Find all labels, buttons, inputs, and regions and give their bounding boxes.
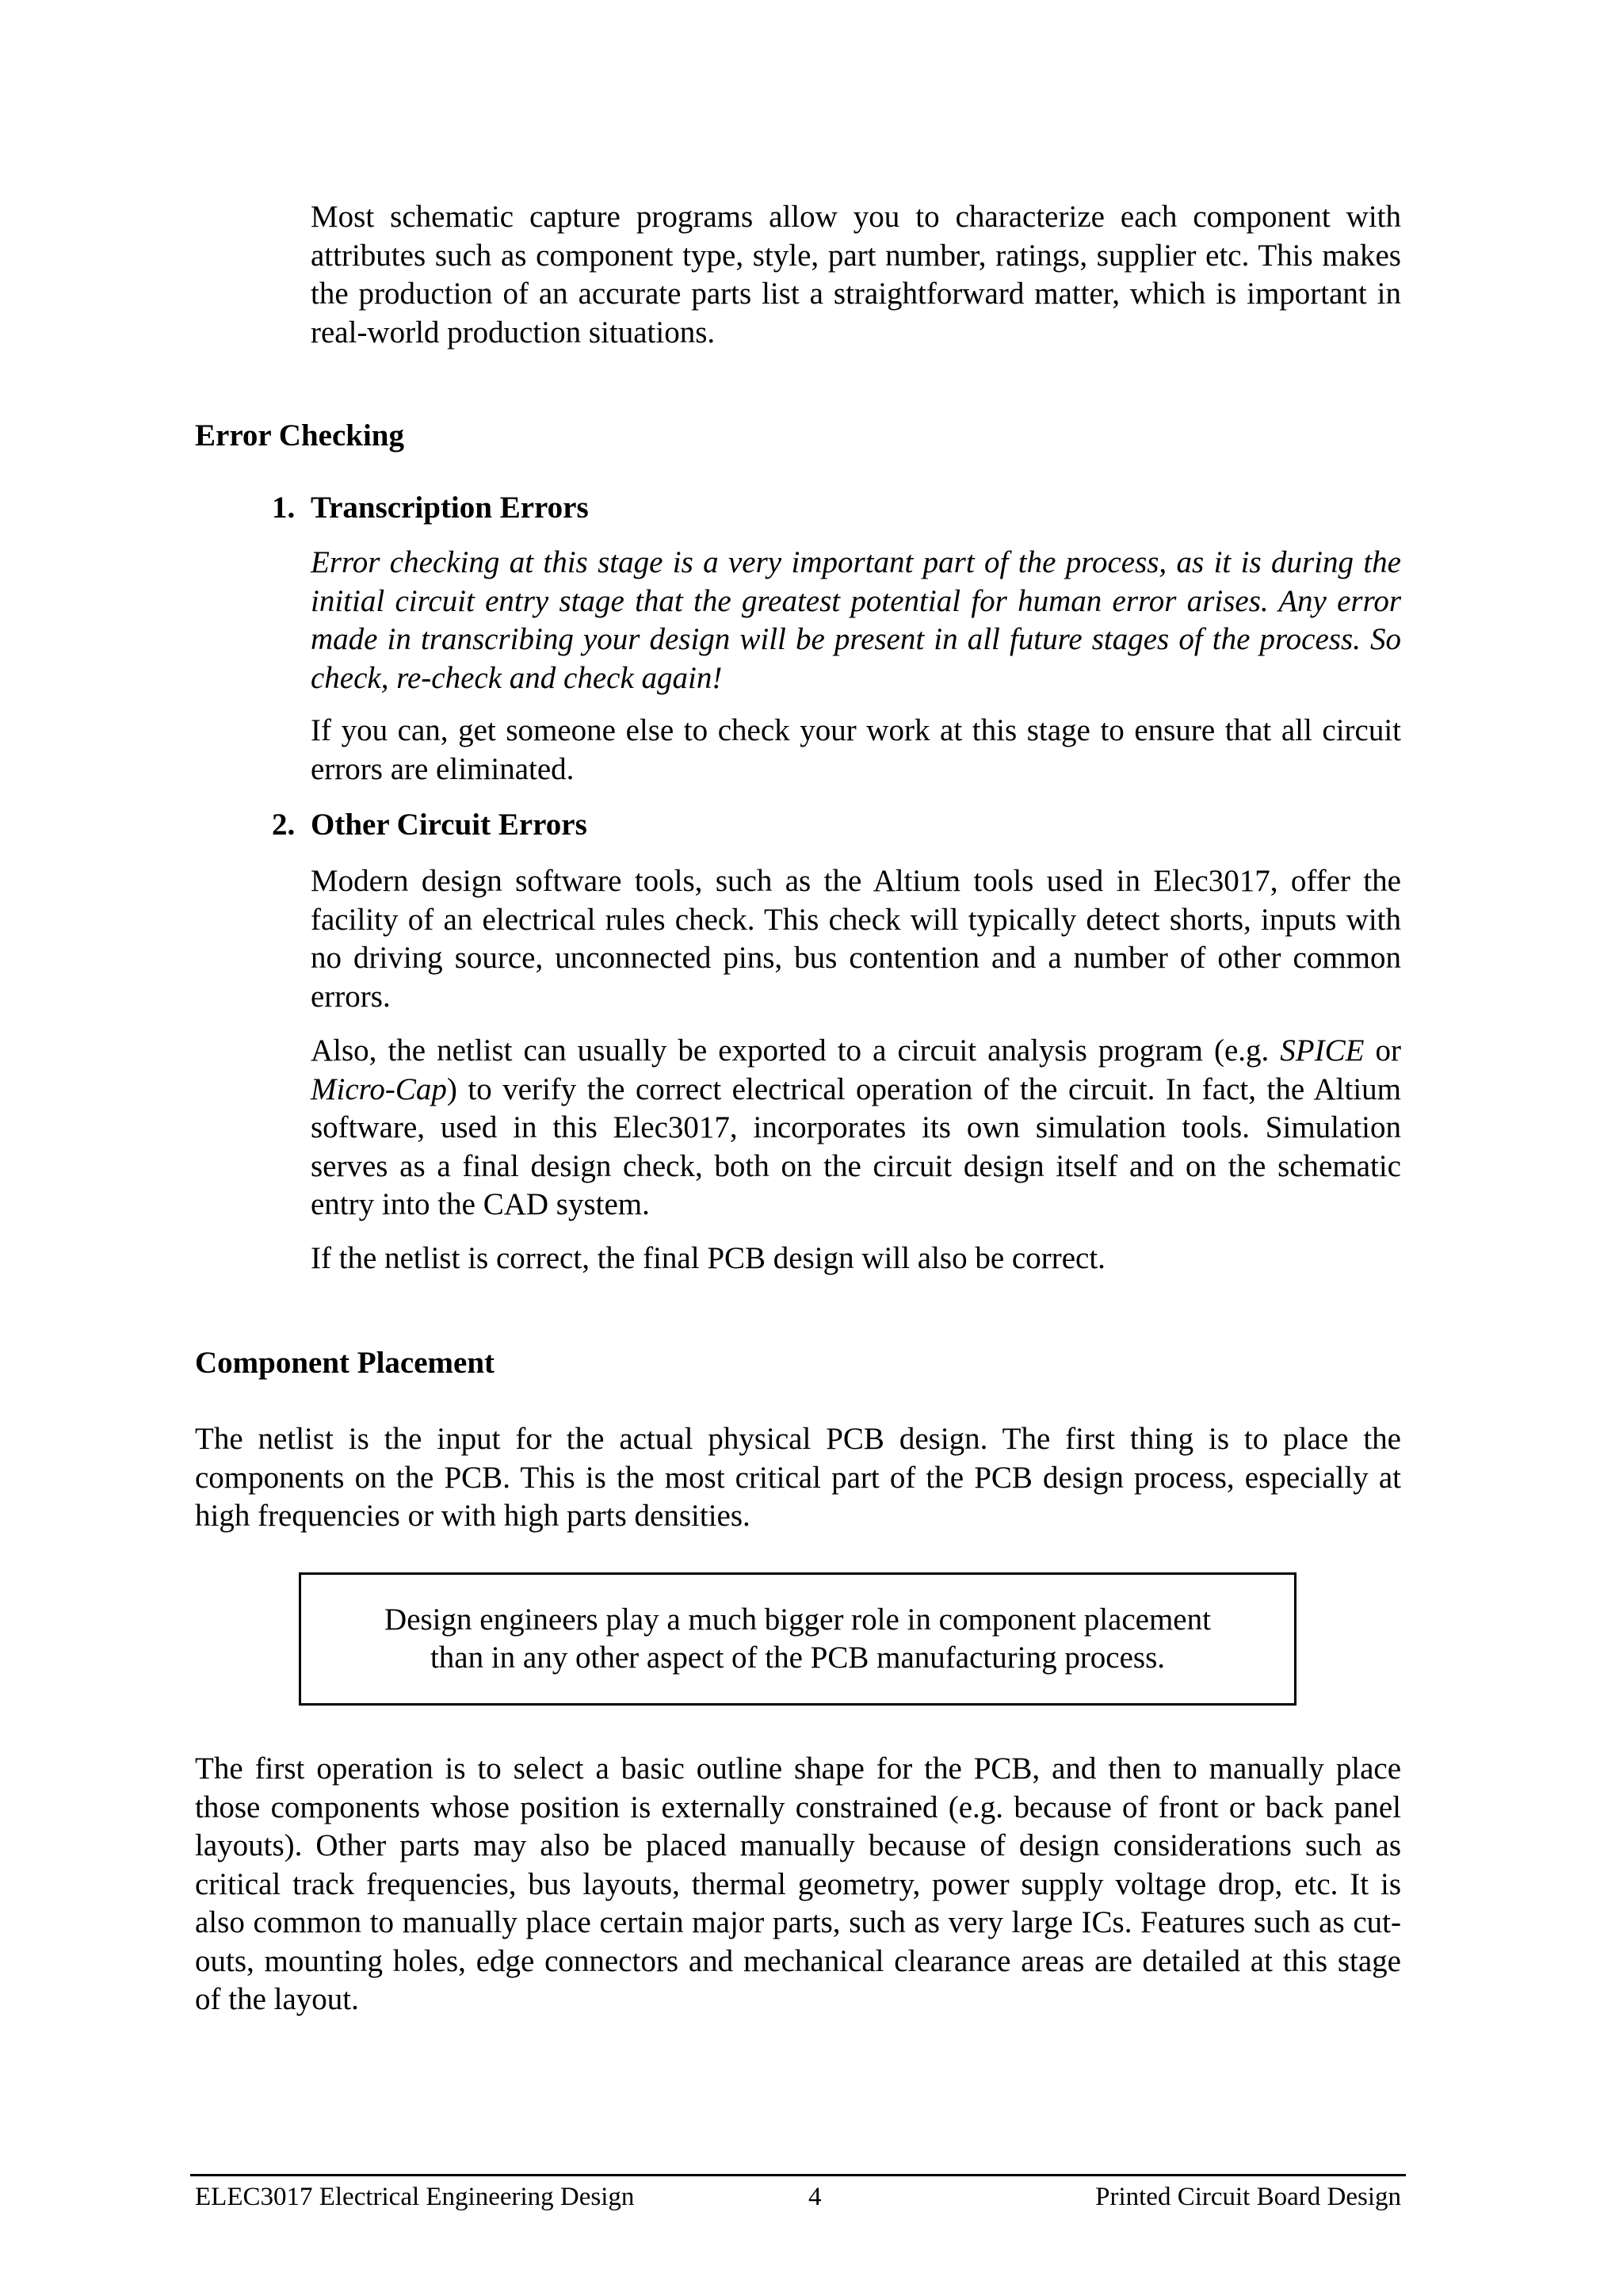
text-run: Also, the netlist can usually be exported to a circuit analysis program (e.g. [311,1033,1281,1068]
spice-term: SPICE [1280,1033,1365,1068]
microcap-term: Micro-Cap [311,1072,447,1106]
callout-line: Design engineers play a much bigger role in component placement [384,1602,1211,1637]
placement-details-paragraph: The first operation is to select a basic outline shape for the PCB, and then to manually place those components whose position is externally constrained (e.g. because of front or back panel layouts). Other parts may also be placed manually because of design considerations such as critical track frequencies, bus layouts, thermal geometry, power supply voltage drop, etc. It is also common to manually place certain major parts, such as very large ICs. Features such as cut-outs, mounting holes, edge connectors and mechanical clearance areas are detailed at this stage of the layout. [195,1752,1401,2016]
transcription-paragraph: If you can, get someone else to check your work at this stage to ensure that all circuit errors are eliminated. [311,713,1401,786]
erc-paragraph: Modern design software tools, such as the Altium tools used in Elec3017, offer the facility of an electrical rules check. This check will typically detect shorts, inputs with no driving source, unconnected pins, bus contention and a number of other common errors. [311,864,1401,1014]
callout-line: than in any other aspect of the PCB manufacturing process. [430,1641,1166,1675]
transcription-errors-heading [272,489,589,527]
text-run: or [1364,1033,1401,1068]
footer-page-number: 4 [808,2183,822,2211]
callout-text [384,1601,1211,1678]
component-placement-heading: Component Placement [195,1346,495,1380]
footer-rule [190,2174,1406,2176]
error-checking-heading: Error Checking [195,418,404,453]
callout-box [299,1572,1296,1706]
list-number: 2. [272,808,296,842]
text-run: ) to verify the correct electrical operation of the circuit. In fact, the Altium software, used in this Elec3017, incorporates its own simulation tools. Simulation serves as a final design check, both on the circuit design itself and on the schematic entry into the CAD system. [311,1072,1401,1221]
simulation-paragraph [311,1032,1401,1224]
intro-paragraph: Most schematic capture programs allow you to characterize each component with attributes such as component type, style, part number, ratings, supplier etc. This makes the production of an accurate parts list a straightforward matter, which is important in real-world production situations. [311,200,1401,350]
subheading-text: Other Circuit Errors [311,808,587,842]
other-circuit-errors-heading [272,806,587,844]
transcription-italic-paragraph: Error checking at this stage is a very important part of the process, as it is during the initial circuit entry stage that the greatest potential for human error arises. Any error made in transcribing your design will be present in all future stages of the process. So check, re-check and check again! [311,545,1401,695]
netlist-correct-paragraph: If the netlist is correct, the final PCB design will also be correct. [311,1241,1106,1275]
list-number: 1. [272,491,296,525]
subheading-text: Transcription Errors [311,491,589,525]
placement-intro-paragraph: The netlist is the input for the actual physical PCB design. The first thing is to place the components on the PCB. This is the most critical part of the PCB design process, especially at high frequencies or with high parts densities. [195,1422,1401,1533]
footer-course: ELEC3017 Electrical Engineering Design [195,2183,635,2211]
footer-topic: Printed Circuit Board Design [1095,2183,1401,2211]
